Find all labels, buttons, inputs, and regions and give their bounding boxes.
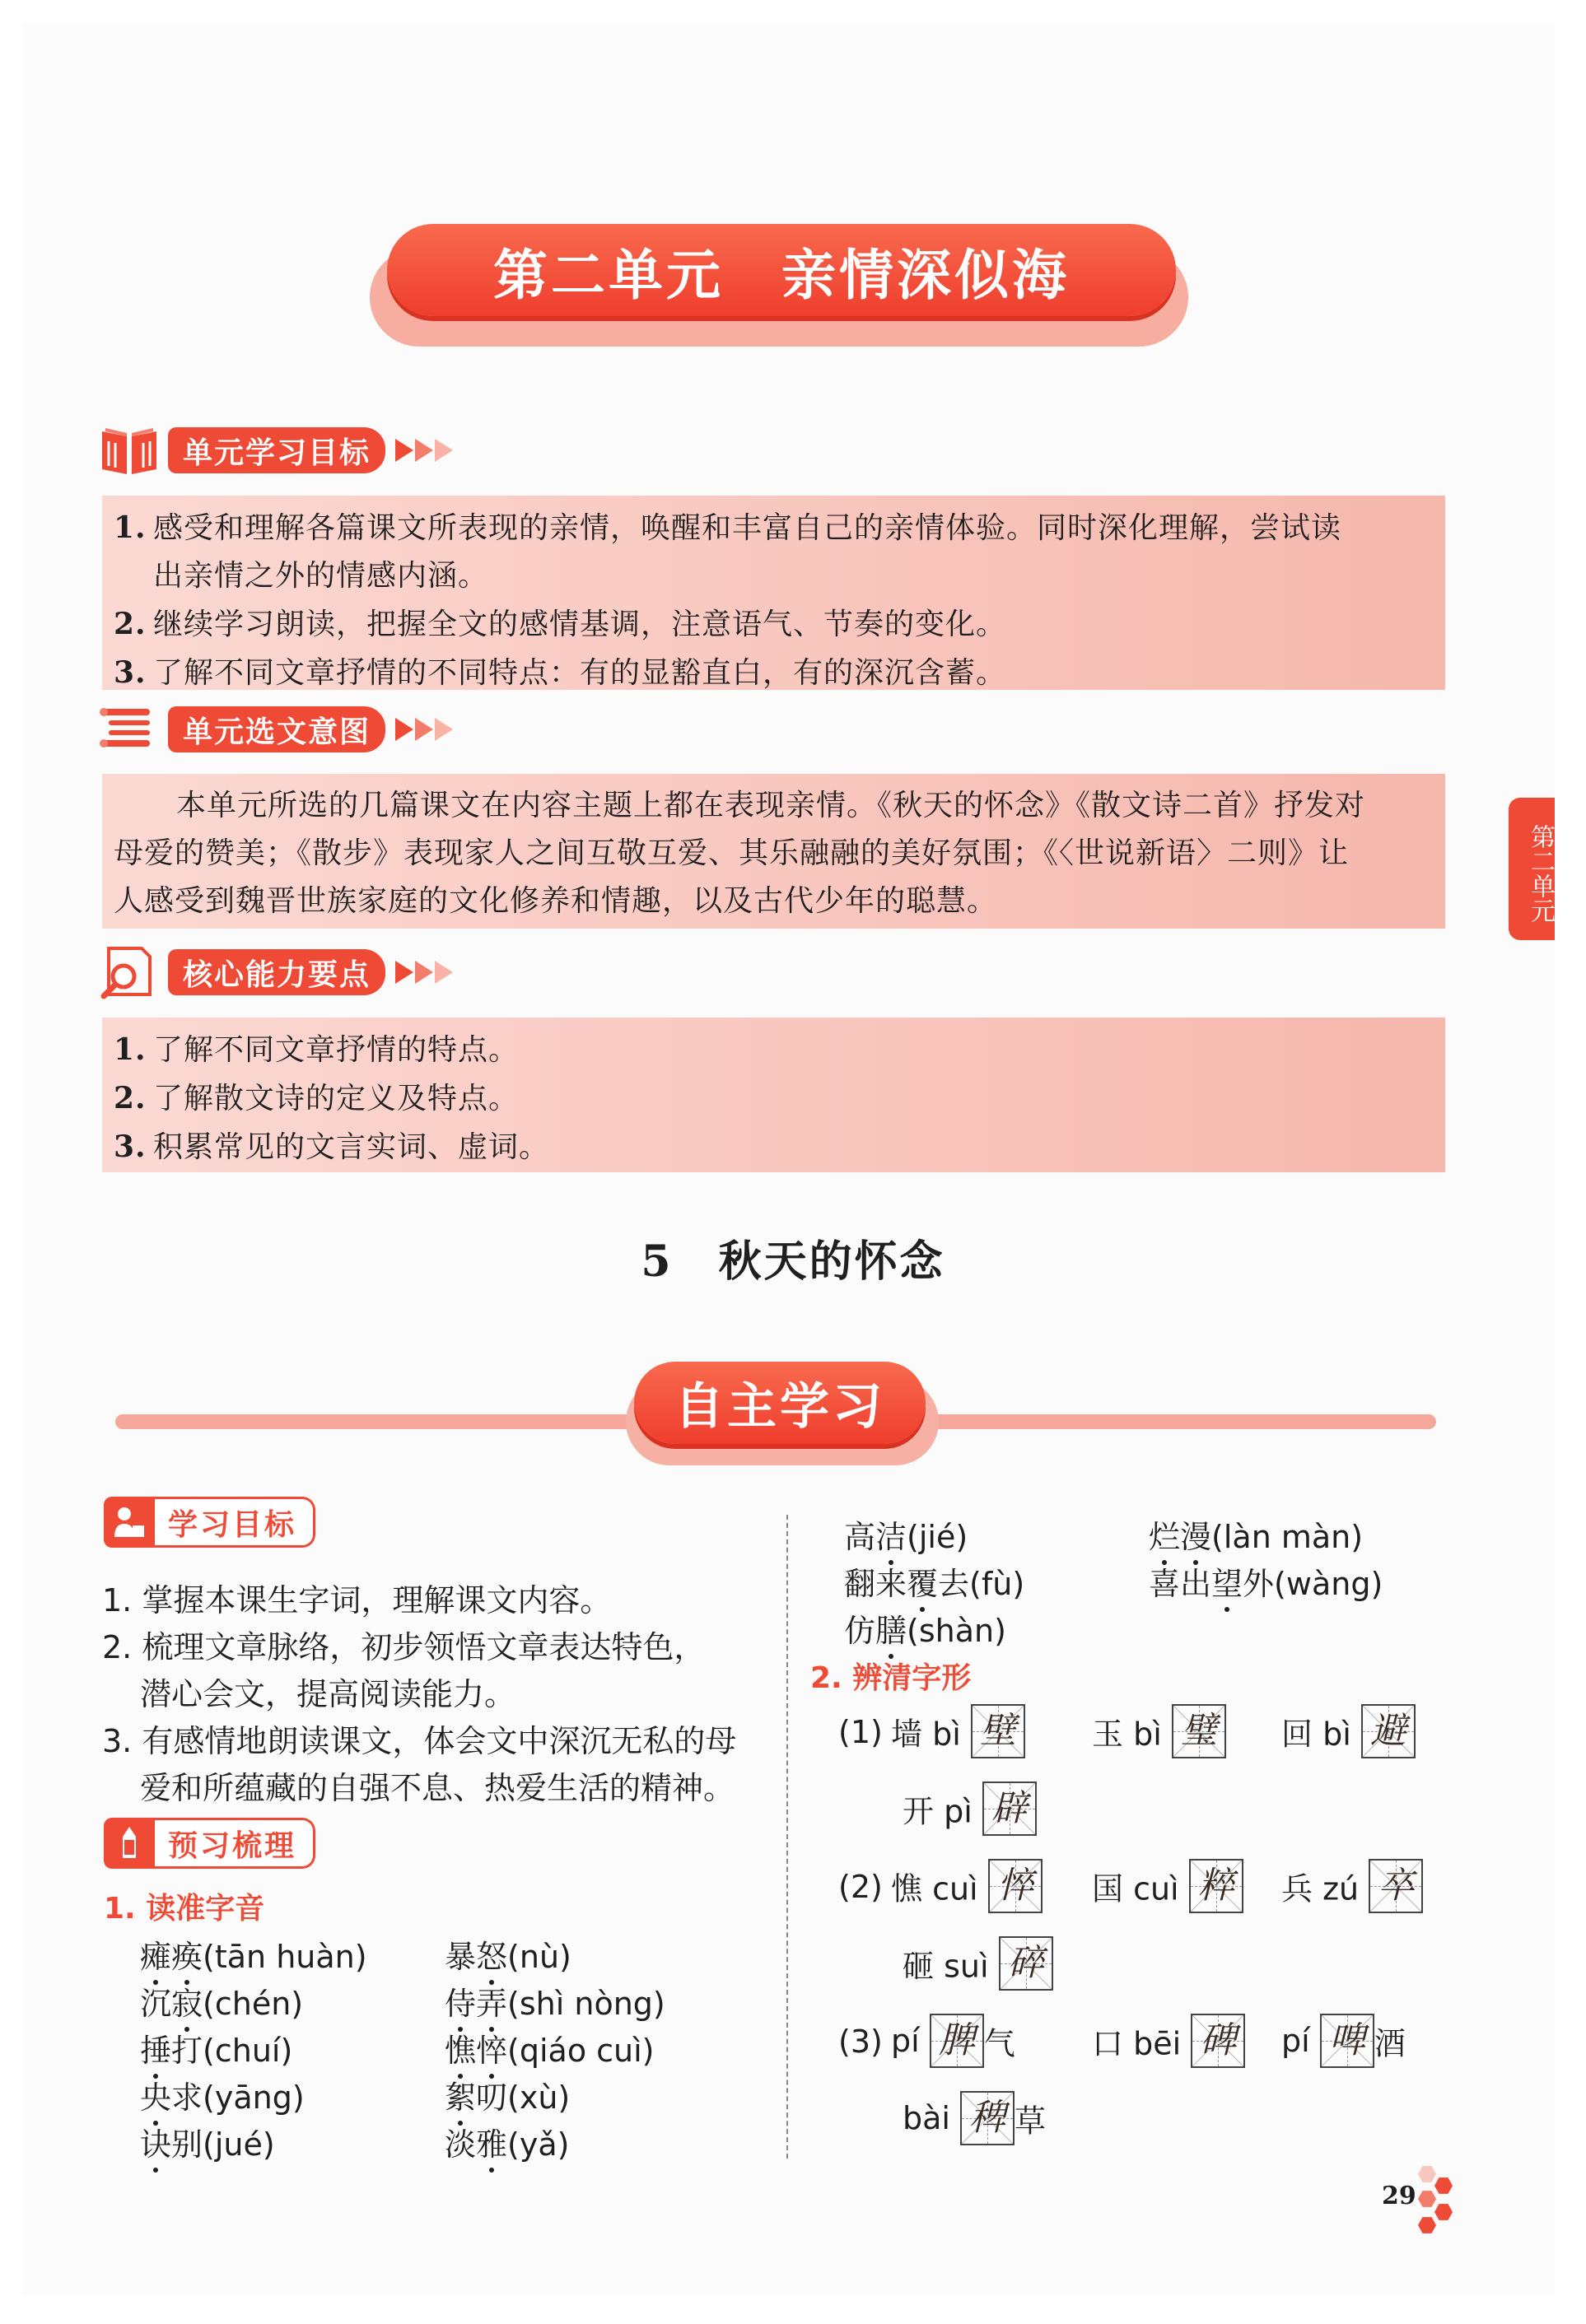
intent-section-header xyxy=(97,702,455,757)
vocab-word: 央求(yāng) xyxy=(140,2072,305,2117)
answer-char-box: 卒 xyxy=(1369,1859,1423,1913)
shape-item: 口 bēi 碑 xyxy=(1092,2014,1245,2068)
intent-line: 母爱的赞美；《散步》表现家人之间互敬互爱、其乐融融的美好氛围；《〈世说新语〉二则》让 xyxy=(114,836,1350,870)
intent-line: 本单元所选的几篇课文在内容主题上都在表现亲情。《秋天的怀念》《散文诗二首》抒发对 xyxy=(176,789,1366,822)
unit-side-tab: 第二单元 xyxy=(1509,798,1555,940)
unit-banner xyxy=(387,224,1176,316)
vocab-word: 憔悴(qiáo cuì) xyxy=(445,2025,655,2070)
core-item: 1. 了解不同文章抒情的特点。 xyxy=(114,1032,520,1067)
intent-line: 人感受到魏晋世族家庭的文化修养和情趣，以及古代少年的聪慧。 xyxy=(114,884,998,918)
core-item: 2. 了解散文诗的定义及特点。 xyxy=(114,1081,520,1115)
answer-char-box: 粹 xyxy=(1189,1859,1243,1913)
shape-item: pí 脾 气 xyxy=(891,2014,1015,2068)
intent-box xyxy=(102,774,1445,929)
objectives-list xyxy=(102,1577,769,1812)
shape-item: 回 bì 避 xyxy=(1281,1704,1416,1758)
preview-tag-label: 预习梳理 xyxy=(155,1818,315,1869)
core-item: 3. 积累常见的文言实词、虚词。 xyxy=(114,1129,550,1164)
shape-group-number: (1) xyxy=(838,1714,883,1750)
vocab-word: 捶打(chuí) xyxy=(140,2025,292,2070)
core-section-label: 核心能力要点 xyxy=(168,949,385,995)
shape-group-number: (2) xyxy=(838,1869,883,1905)
book-icon xyxy=(97,423,161,477)
goals-section-header xyxy=(97,423,455,477)
answer-char-box: 避 xyxy=(1361,1704,1416,1758)
magnifier-icon xyxy=(97,945,161,999)
vocab-word: 高洁(jié) xyxy=(844,1511,968,1557)
vocab-word: 淡雅(yǎ) xyxy=(445,2119,569,2164)
answer-char-box: 悴 xyxy=(988,1859,1043,1913)
study-banner: 自主学习 xyxy=(634,1362,926,1444)
answer-char-box: 脾 xyxy=(930,2014,984,2068)
objective-item-continued: 潜心会文，提高阅读能力。 xyxy=(140,1676,516,1712)
core-box xyxy=(102,1018,1445,1172)
objectives-tag-label: 学习目标 xyxy=(155,1497,315,1548)
vocab-word: 絮叨(xù) xyxy=(445,2072,570,2117)
answer-char-box: 辟 xyxy=(982,1781,1037,1836)
lesson-title: 5 秋天的怀念 xyxy=(641,1237,945,1287)
vocab-word: 烂漫(làn màn) xyxy=(1149,1511,1363,1557)
answer-char-box: 璧 xyxy=(1172,1704,1226,1758)
student-icon xyxy=(104,1497,155,1548)
arrows-icon xyxy=(395,718,455,741)
shape-group-number: (3) xyxy=(838,2024,883,2060)
vocab-word: 喜出望外(wàng) xyxy=(1149,1558,1383,1604)
vocab-word: 侍弄(shì nòng) xyxy=(445,1978,665,2024)
arrows-icon xyxy=(395,439,455,462)
vocab-word: 仿膳(shàn) xyxy=(844,1605,1006,1651)
shape-item: 开 pì 辟 xyxy=(903,1781,1037,1836)
shape-item: 憔 cuì 悴 xyxy=(891,1859,1043,1913)
shape-item: 墙 bì 壁 xyxy=(891,1704,1025,1758)
shape-title: 2. 辨清字形 xyxy=(810,1661,972,1695)
vocab-word: 诀别(jué) xyxy=(140,2119,275,2164)
vocab-word: 沉寂(chén) xyxy=(140,1978,303,2024)
core-section-header xyxy=(97,945,455,999)
answer-char-box: 碎 xyxy=(999,1936,1053,1991)
objective-item-continued: 爱和所蕴藏的自强不息、热爱生活的精神。 xyxy=(140,1770,735,1806)
vocab-word: 瘫痪(tān huàn) xyxy=(140,1931,367,1977)
goal-item: 1. 感受和理解各篇课文所表现的亲情，唤醒和丰富自己的亲情体验。同时深化理解，尝试读 xyxy=(114,510,1342,545)
goals-box xyxy=(102,496,1445,690)
shape-item: 玉 bì 璧 xyxy=(1092,1704,1226,1758)
vocab-word: 暴怒(nù) xyxy=(445,1931,571,1977)
shape-item: 兵 zú 卒 xyxy=(1281,1859,1423,1913)
objective-item: 1. 掌握本课生字词，理解课文内容。 xyxy=(102,1582,612,1618)
objective-item: 3. 有感情地朗读课文，体会文中深沉无私的母 xyxy=(102,1723,737,1759)
pencil-icon xyxy=(104,1818,155,1869)
arrows-icon xyxy=(395,961,455,984)
shape-item: 砸 suì 碎 xyxy=(903,1936,1053,1991)
preview-tag xyxy=(104,1818,315,1869)
shape-item: pí 啤 酒 xyxy=(1281,2014,1406,2068)
scroll-icon xyxy=(97,702,161,757)
unit-banner-part1: 第二单元 xyxy=(493,243,724,307)
vocab-word: 翻来覆去(fù) xyxy=(844,1558,1024,1604)
intent-section-label: 单元选文意图 xyxy=(168,706,385,752)
goal-item: 2. 继续学习朗读，把握全文的感情基调，注意语气、节奏的变化。 xyxy=(114,607,1007,641)
objective-item: 2. 梳理文章脉络，初步领悟文章表达特色， xyxy=(102,1629,706,1665)
shape-item: bài 稗 草 xyxy=(903,2091,1046,2145)
column-divider xyxy=(786,1515,788,2159)
answer-char-box: 啤 xyxy=(1320,2014,1374,2068)
page-number: 29 xyxy=(1382,2182,1416,2210)
goal-item-continued: 出亲情之外的情感内涵。 xyxy=(153,559,489,593)
answer-char-box: 稗 xyxy=(960,2091,1015,2145)
answer-char-box: 碑 xyxy=(1191,2014,1245,2068)
unit-banner-part2: 亲情深似海 xyxy=(781,243,1070,307)
goals-section-label: 单元学习目标 xyxy=(168,427,385,473)
answer-char-box: 壁 xyxy=(971,1704,1025,1758)
goal-item: 3. 了解不同文章抒情的不同特点：有的显豁直白，有的深沉含蓄。 xyxy=(114,655,1007,690)
shape-item: 国 cuì 粹 xyxy=(1092,1859,1243,1913)
objectives-tag xyxy=(104,1497,315,1548)
read-sound-title: 1. 读准字音 xyxy=(104,1892,265,1926)
